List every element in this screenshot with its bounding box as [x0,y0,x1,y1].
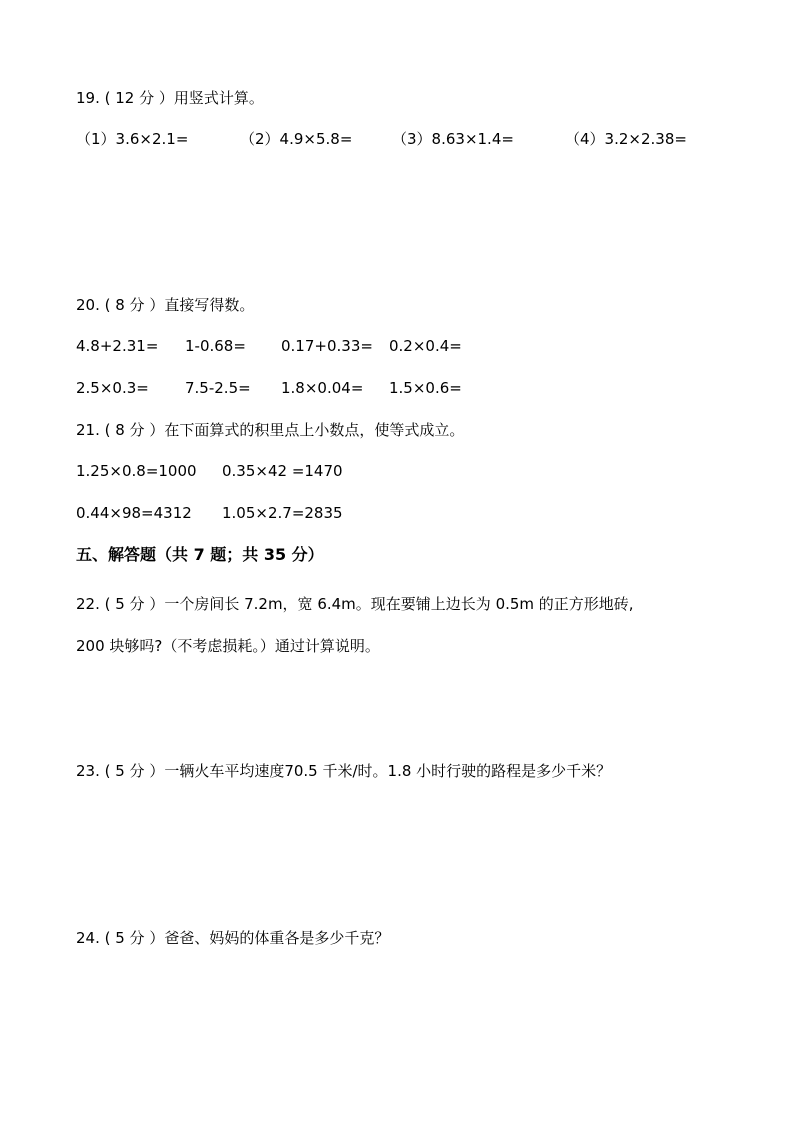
q20-header: 20. ( 8 分 ）直接写得数。 [76,296,255,314]
q22-line-1: 22. ( 5 分 ）一个房间长 7.2m，宽 6.4m。现在要铺上边长为 0.5m 的正方形地砖, [76,595,634,613]
q20-r1-item-2: 1-0.68= [185,337,246,355]
q20-r2-item-2: 7.5-2.5= [185,379,251,397]
q21-r1-item-2: 0.35×42 =1470 [222,462,343,480]
q20-r2-item-4: 1.5×0.6= [389,379,462,397]
q21-header: 21. ( 8 分 ）在下面算式的积里点上小数点，使等式成立。 [76,421,465,439]
q20-r2-item-3: 1.8×0.04= [281,379,364,397]
q19-item-1: （1）3.6×2.1= [76,130,189,148]
section-5-title: 五、解答题（共 7 题；共 35 分） [76,545,324,564]
q24-line-1: 24. ( 5 分 ）爸爸、妈妈的体重各是多少千克？ [76,929,390,947]
q19-item-4: （4）3.2×2.38= [565,130,687,148]
q21-r1-item-1: 1.25×0.8=1000 [76,462,197,480]
q19-header: 19. ( 12 分 ）用竖式计算。 [76,89,264,107]
q20-r1-item-1: 4.8+2.31= [76,337,159,355]
q20-r1-item-4: 0.2×0.4= [389,337,462,355]
q20-r1-item-3: 0.17+0.33= [281,337,373,355]
q23-line-1: 23. ( 5 分 ）一辆火车平均速度70.5 千米/时。1.8 小时行驶的路程是多少千米？ [76,762,612,780]
q21-r2-item-2: 1.05×2.7=2835 [222,504,343,522]
q19-item-3: （3）8.63×1.4= [392,130,514,148]
q22-line-2: 200 块够吗?（不考虑损耗。）通过计算说明。 [76,637,380,655]
q21-r2-item-1: 0.44×98=4312 [76,504,192,522]
q19-item-2: （2）4.9×5.8= [240,130,353,148]
q20-r2-item-1: 2.5×0.3= [76,379,149,397]
